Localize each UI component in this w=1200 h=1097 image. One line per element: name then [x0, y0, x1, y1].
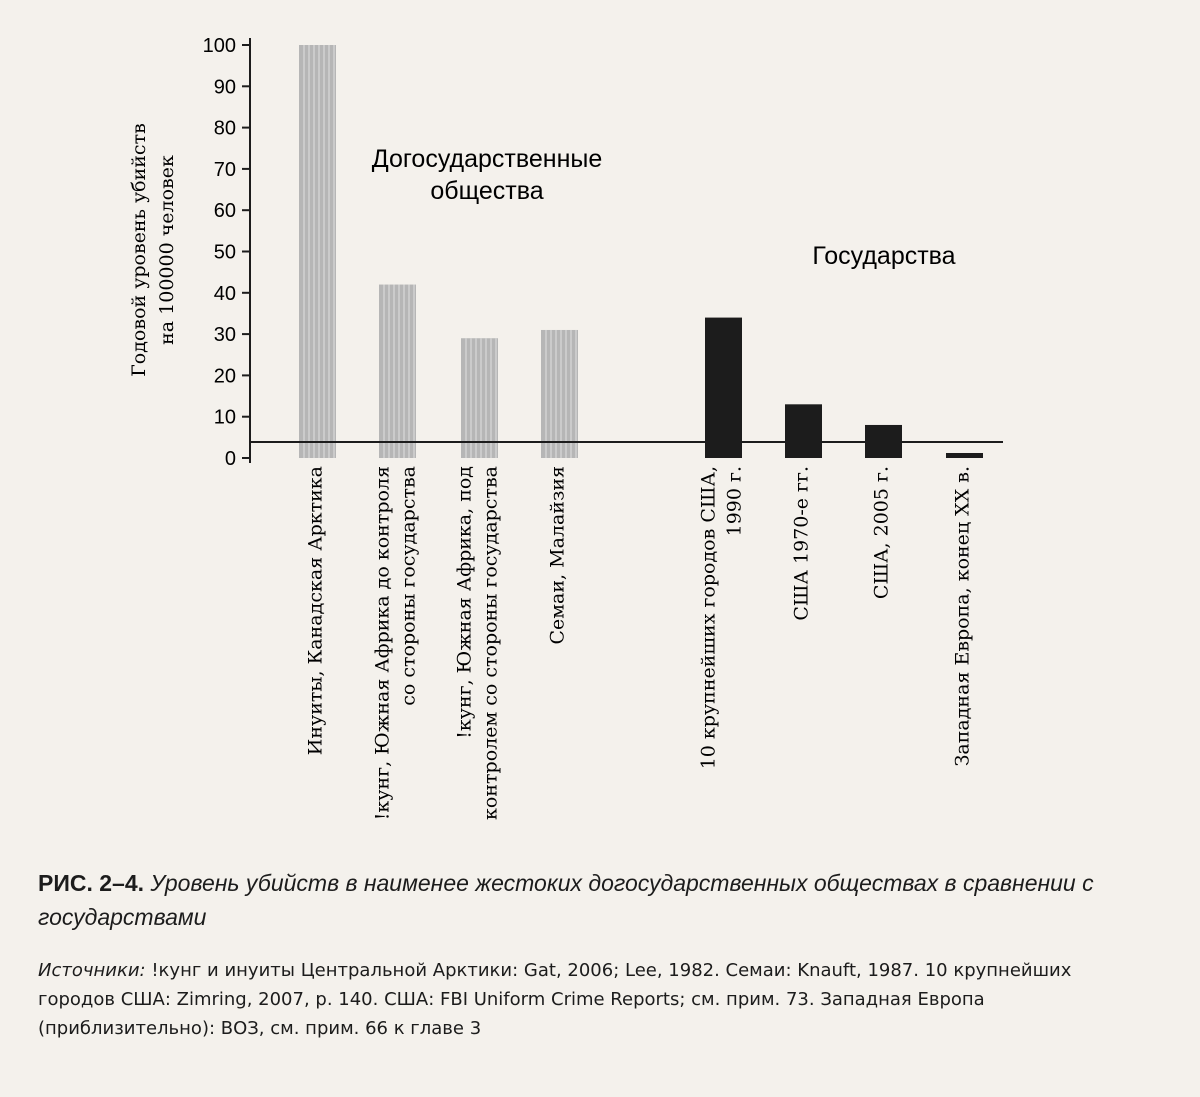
group-label: Государства — [812, 242, 956, 270]
category-label: 10 крупнейших городов США, — [697, 466, 720, 770]
category-label: США, 2005 г. — [870, 466, 893, 600]
y-tick-label: 50 — [213, 241, 236, 264]
y-axis-label — [128, 123, 178, 377]
bar-state-5 — [705, 318, 742, 458]
sources-label: Источники: — [38, 960, 146, 981]
figure-caption — [38, 866, 1148, 1043]
category-label: Семаи, Малайзия — [546, 466, 569, 645]
y-tick-group — [203, 35, 250, 470]
y-tick-label: 80 — [213, 117, 236, 140]
y-axis-label-line: на 100000 человек — [156, 155, 178, 345]
y-tick-label: 40 — [213, 282, 236, 305]
caption-title-line — [38, 866, 1148, 934]
sources-text: !кунг и инуиты Центральной Арктики: Gat, 2006; Lee, 1982. Семаи: Knauft, 1987. 10 крупнейших городов США: Zimring, 2007, p. 140. США: FBI Uniform Crime Reports; см. прим. 73. Западная Европа (приблизительно): ВОЗ, см. прим. 66 к главе 3 — [38, 960, 1072, 1039]
y-tick-label: 10 — [213, 406, 236, 429]
bar-state-8 — [946, 453, 983, 458]
y-tick-label: 70 — [213, 158, 236, 181]
bar-state-6 — [785, 404, 822, 458]
category-label: !кунг, Южная Африка до контроля — [371, 466, 394, 821]
category-label: США 1970-е гг. — [790, 466, 813, 621]
group-label: Догосударственные — [371, 145, 603, 173]
category-label: Западная Европа, конец XX в. — [951, 466, 974, 767]
figure-number: РИС. 2–4. — [38, 870, 145, 896]
group-label-group — [372, 145, 956, 270]
category-label: 1990 г. — [723, 466, 746, 537]
y-tick-label: 60 — [213, 200, 236, 223]
y-axis-label-line: Годовой уровень убийств — [128, 123, 150, 377]
y-tick-label: 0 — [224, 448, 236, 470]
category-label: со стороны государства — [397, 466, 420, 706]
caption-sources — [38, 956, 1138, 1043]
category-label: Инуиты, Канадская Арктика — [304, 466, 327, 756]
category-label: !кунг, Южная Африка, под — [453, 466, 476, 739]
y-tick-label: 20 — [213, 365, 236, 388]
figure-title: Уровень убийств в наименее жестоких догосударственных обществах в сравнении с государствами — [38, 870, 1094, 930]
y-tick-label: 100 — [202, 35, 236, 57]
y-tick-label: 30 — [213, 324, 236, 347]
category-label: контролем со стороны государства — [479, 466, 502, 820]
y-tick-label: 90 — [213, 76, 236, 99]
group-label: общества — [430, 177, 544, 205]
category-label-group — [305, 466, 974, 820]
